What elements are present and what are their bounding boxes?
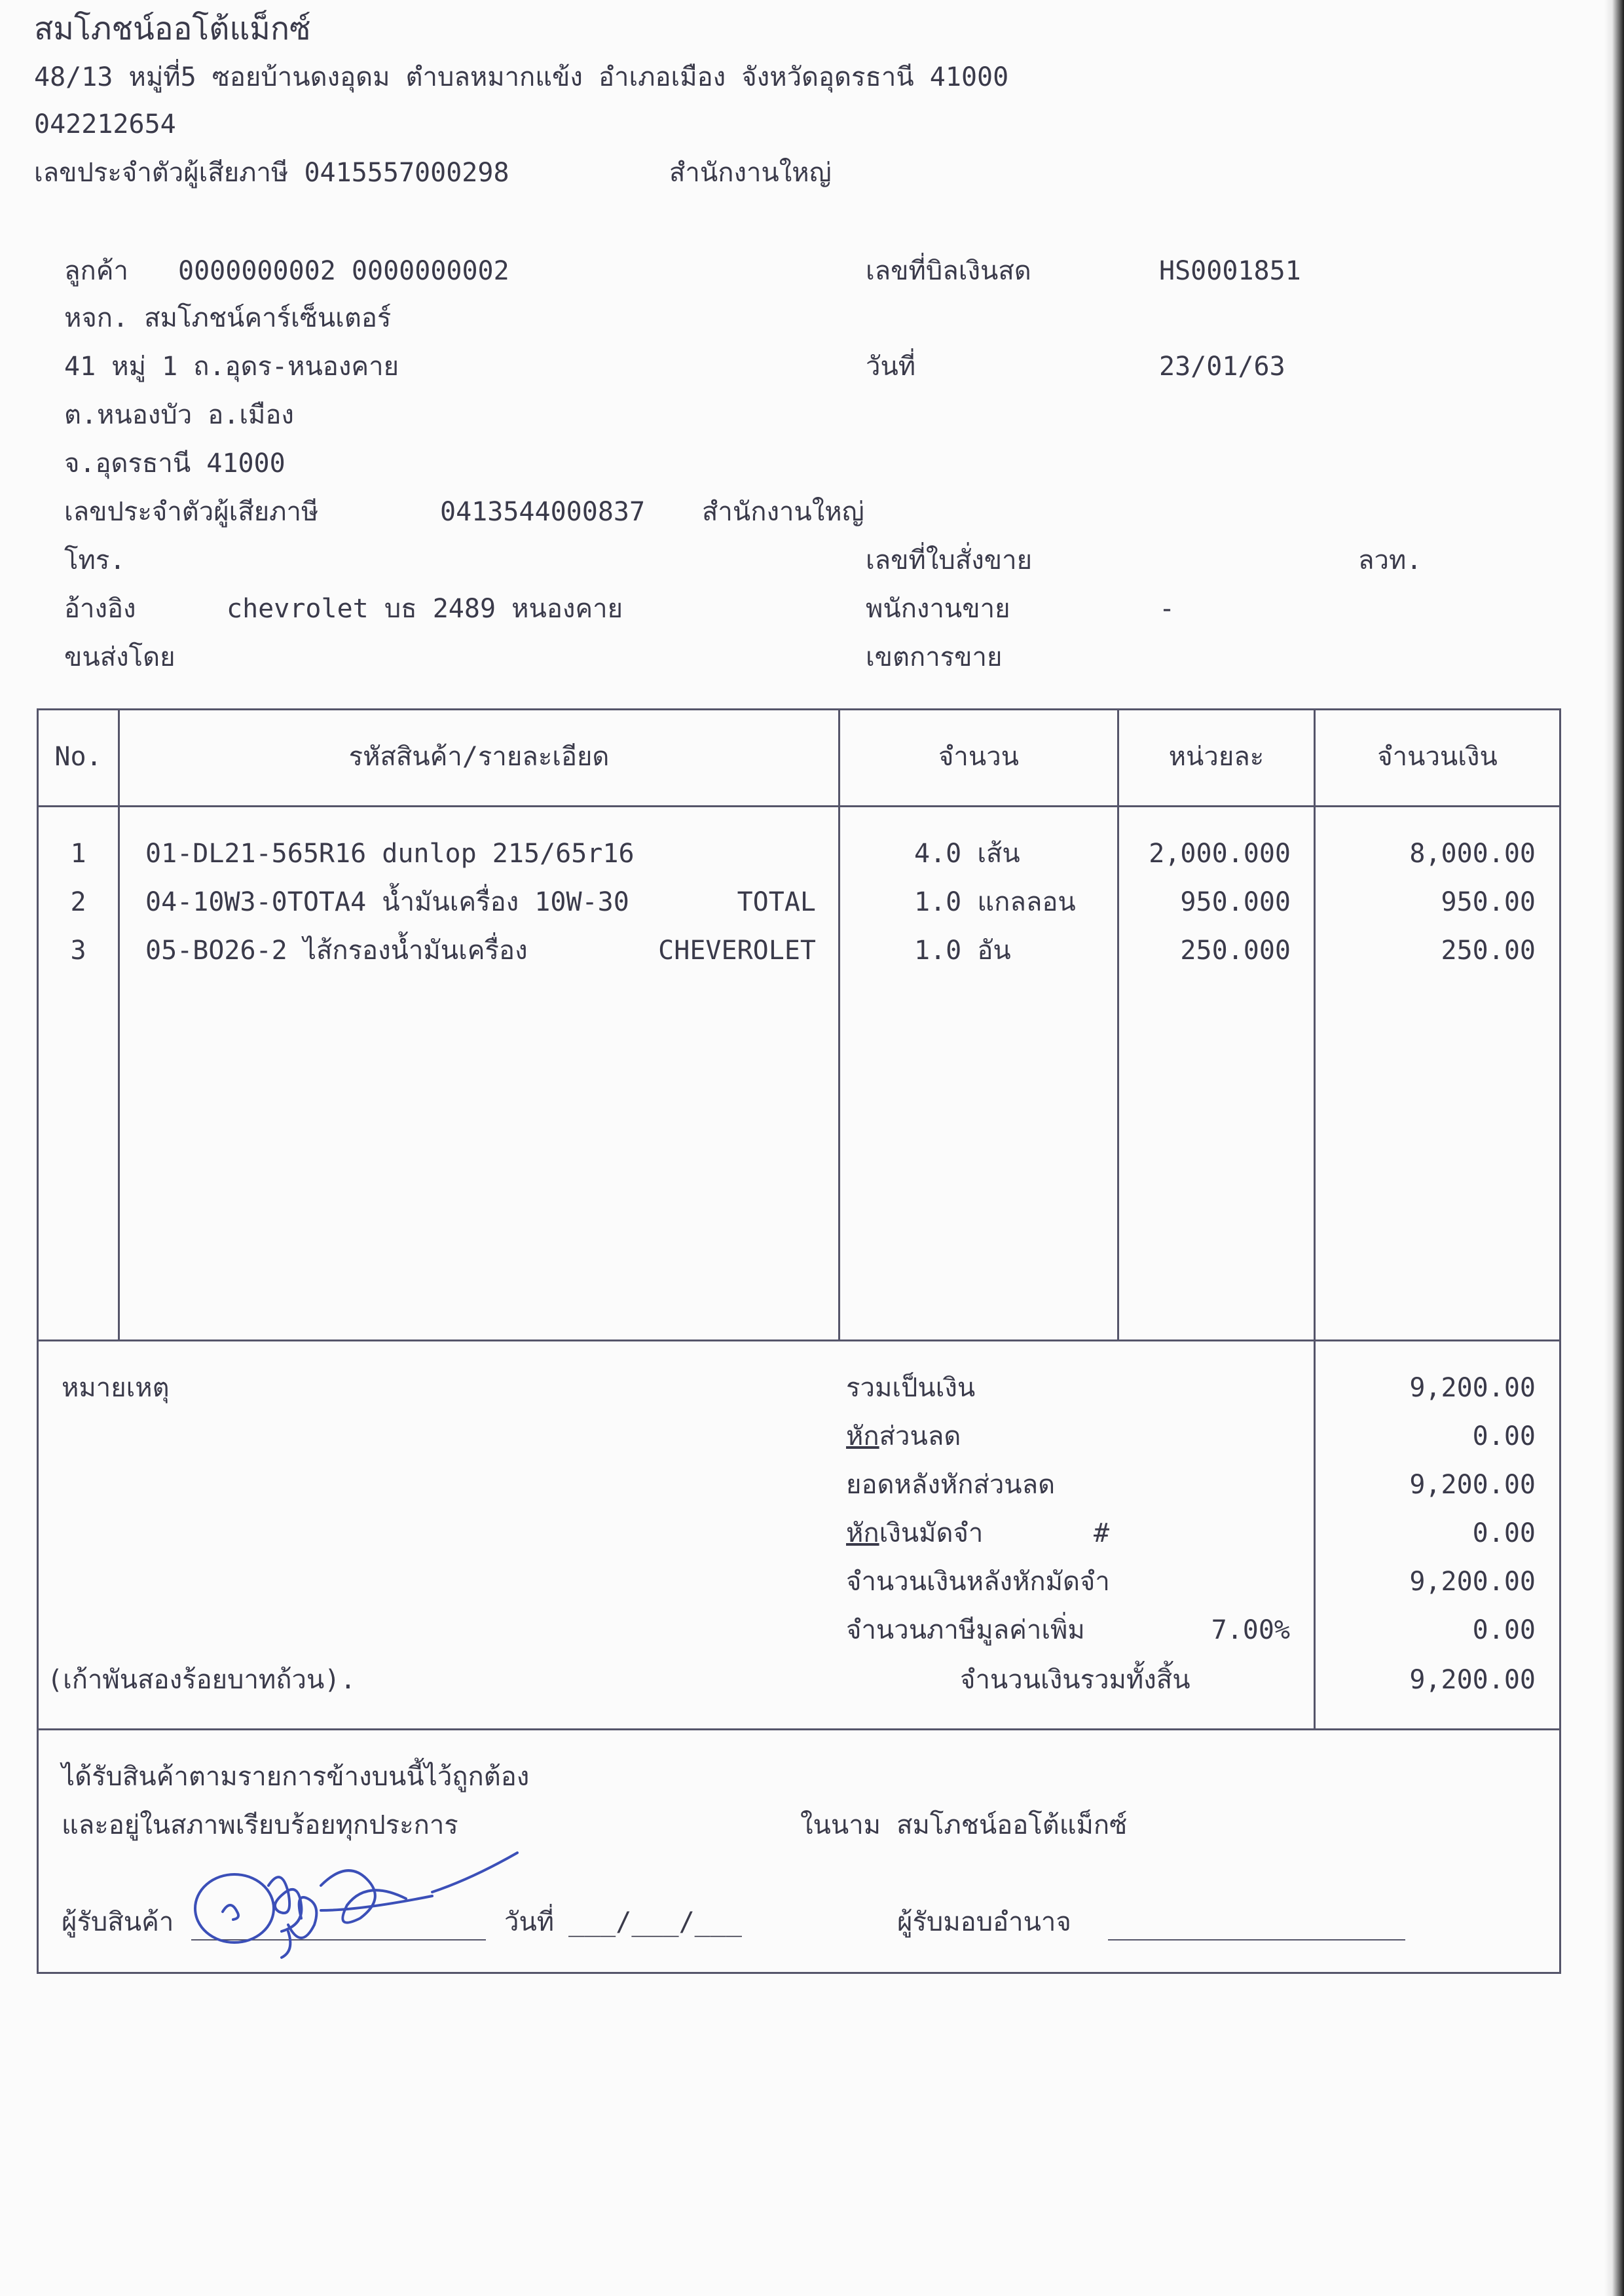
bill-number-label: เลขที่บิลเงินสด	[866, 256, 1031, 286]
receive-date-blank: ___/___/___	[568, 1907, 742, 1937]
row-3-amount: 250.00	[1441, 936, 1536, 966]
after-deposit-label: จำนวนเงินหลังหักมัดจำ	[846, 1567, 1110, 1597]
row-3-description: 05-BO26-2 ไส้กรองน้ำมันเครื่อง	[145, 936, 528, 966]
received-statement-1: ได้รับสินค้าตามรายการข้างบนนี้ไว้ถูกต้อง	[62, 1762, 530, 1792]
reference-label: อ้างอิง	[64, 594, 136, 624]
deposit-label	[846, 1518, 983, 1549]
after-discount-value: 9,200.00	[1409, 1470, 1536, 1500]
row-2-no: 2	[70, 887, 86, 917]
discount-label-suffix: ส่วนลด	[879, 1421, 961, 1451]
bill-date-label: วันที่	[866, 352, 916, 382]
salesperson-value: -	[1159, 594, 1175, 624]
remark-label: หมายเหตุ	[62, 1373, 170, 1403]
authorized-label: ผู้รับมอบอำนาจ	[897, 1907, 1071, 1937]
row-1-no: 1	[70, 839, 86, 869]
customer-name: หจก. สมโภชน์คาร์เซ็นเตอร์	[64, 303, 392, 333]
company-phone: 042212654	[34, 109, 176, 139]
deposit-hash: #	[1094, 1518, 1110, 1548]
row-1-description: 01-DL21-565R16 dunlop 215/65r16	[145, 839, 635, 869]
after-discount-label: ยอดหลังหักส่วนลด	[846, 1470, 1056, 1500]
customer-address-2: ต.หนองบัว อ.เมือง	[64, 400, 294, 430]
sales-order-label: เลขที่ใบสั่งขาย	[866, 545, 1033, 575]
row-2-amount: 950.00	[1441, 887, 1536, 917]
row-2-quantity: 1.0 แกลลอน	[914, 887, 1076, 917]
header-amount: จำนวนเงิน	[1377, 742, 1498, 772]
row-2-description: 04-10W3-0TOTA4 น้ำมันเครื่อง 10W-30	[145, 887, 629, 917]
row-3-quantity: 1.0 อัน	[914, 936, 1011, 966]
sales-area-label: เขตการขาย	[866, 642, 1003, 672]
row-1-unit-price: 2,000.000	[1149, 839, 1291, 869]
bill-date: 23/01/63	[1159, 352, 1285, 382]
authorized-signature-line	[1108, 1939, 1405, 1941]
row-1-quantity: 4.0 เส้น	[914, 839, 1020, 869]
company-branch: สำนักงานใหญ่	[669, 158, 832, 188]
discount-value: 0.00	[1472, 1421, 1536, 1451]
bill-number: HS0001851	[1159, 256, 1301, 286]
deposit-label-suffix: เงินมัดจำ	[879, 1518, 984, 1548]
subtotal-label: รวมเป็นเงิน	[846, 1373, 976, 1403]
customer-tax-id: 0413544000837	[440, 497, 646, 527]
receiver-label: ผู้รับสินค้า	[62, 1907, 174, 1937]
vat-value: 0.00	[1472, 1615, 1536, 1645]
deposit-value: 0.00	[1472, 1518, 1536, 1548]
customer-address-1: 41 หมู่ 1 ถ.อุดร-หนองคาย	[64, 352, 399, 382]
header-no: No.	[54, 742, 102, 772]
grand-total-label: จำนวนเงินรวมทั้งสิ้น	[960, 1665, 1190, 1695]
header-unit-price: หน่วยละ	[1168, 742, 1264, 772]
customer-tax-label: เลขประจำตัวผู้เสียภาษี	[64, 497, 319, 527]
discount-label-prefix: หัก	[846, 1421, 879, 1451]
customer-phone-label: โทร.	[64, 545, 126, 575]
customer-code: 0000000002 0000000002	[178, 256, 509, 286]
row-2-brand: TOTAL	[737, 887, 816, 917]
company-name: สมโภชน์ออโต้แม็กซ์	[34, 10, 311, 47]
vat-label: จำนวนภาษีมูลค่าเพิ่ม	[846, 1615, 1085, 1645]
deposit-label-prefix: หัก	[846, 1518, 879, 1548]
header-quantity: จำนวน	[938, 742, 1020, 772]
shipping-label: ขนส่งโดย	[64, 642, 175, 672]
subtotal-value: 9,200.00	[1409, 1373, 1536, 1403]
row-1-amount: 8,000.00	[1409, 839, 1536, 869]
row-3-no: 3	[70, 936, 86, 966]
customer-branch: สำนักงานใหญ่	[702, 497, 864, 527]
header-description: รหัสสินค้า/รายละเอียด	[348, 742, 610, 772]
reference-value: chevrolet บธ 2489 หนองคาย	[227, 594, 623, 624]
row-3-brand: CHEVEROLET	[658, 936, 816, 966]
grand-total-value: 9,200.00	[1409, 1665, 1536, 1695]
received-statement-2: และอยู่ในสภาพเรียบร้อยทุกประการ	[62, 1810, 458, 1840]
scan-edge-shadow	[1604, 0, 1624, 2296]
company-address: 48/13 หมู่ที่5 ซอยบ้านดงอุดม ตำบลหมากแข้ง อำเภอเมือง จังหวัดอุดรธานี 41000	[34, 62, 1009, 92]
row-2-unit-price: 950.000	[1180, 887, 1291, 917]
salesperson-label: พนักงานขาย	[866, 594, 1010, 624]
customer-label: ลูกค้า	[64, 256, 128, 286]
vat-rate: 7.00%	[1211, 1615, 1290, 1645]
on-behalf-of: ในนาม สมโภชน์ออโต้แม็กซ์	[800, 1810, 1128, 1840]
sales-order-value: ลวท.	[1358, 545, 1422, 575]
customer-address-3: จ.อุดรธานี 41000	[64, 448, 286, 479]
discount-label	[846, 1421, 961, 1452]
row-3-unit-price: 250.000	[1180, 936, 1291, 966]
amount-in-words: (เก้าพันสองร้อยบาทถ้วน).	[47, 1665, 356, 1695]
signature-image	[190, 1846, 530, 1964]
receive-date-label: วันที่	[504, 1907, 555, 1937]
company-tax-id: เลขประจำตัวผู้เสียภาษี 0415557000298	[34, 158, 509, 188]
after-deposit-value: 9,200.00	[1409, 1567, 1536, 1597]
